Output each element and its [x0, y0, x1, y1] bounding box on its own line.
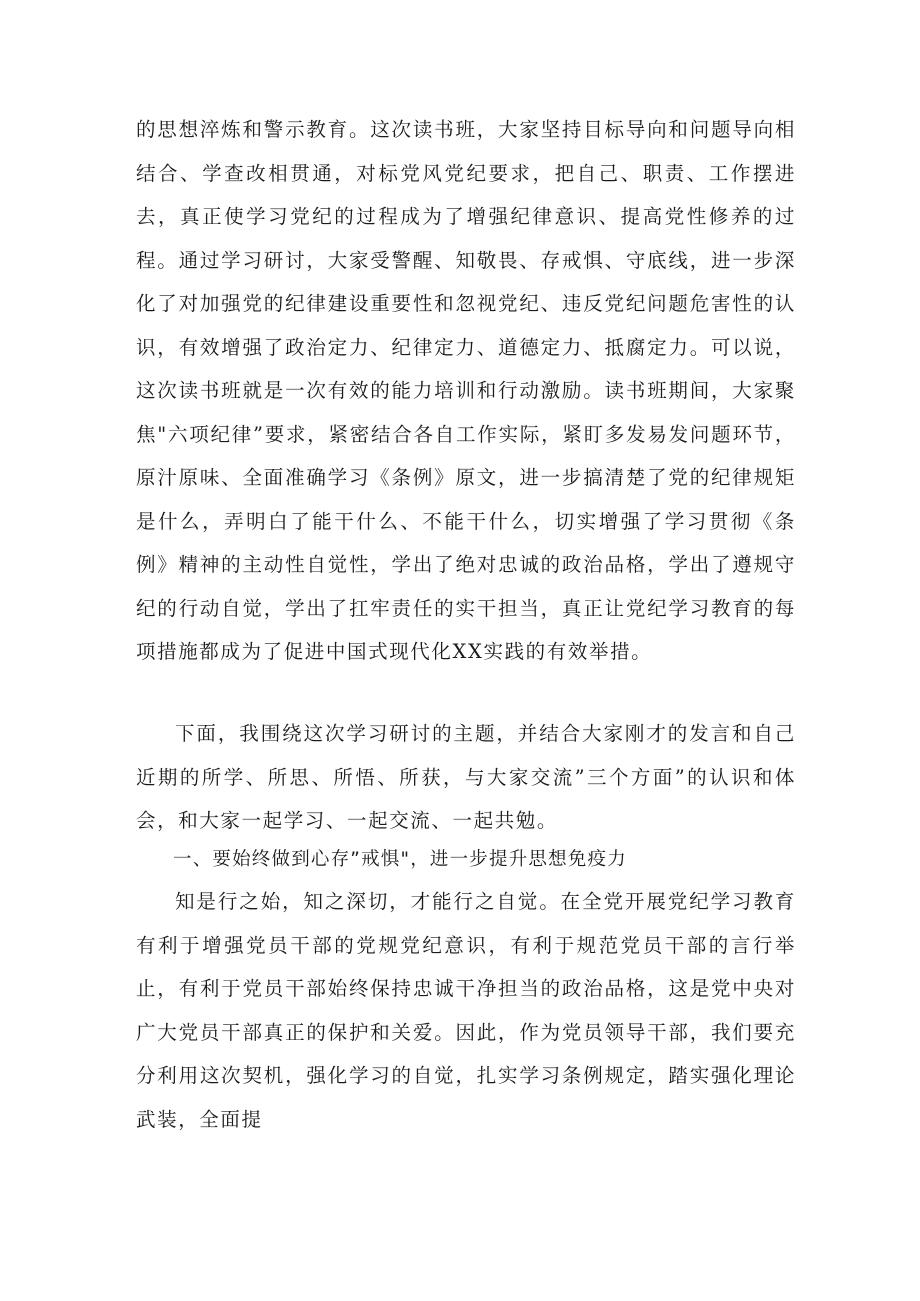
body-paragraph-2	[136, 712, 796, 843]
paragraph-text: 的思想淬炼和警示教育。这次读书班，大家坚持目标导向和问题导向相结合、学查改相贯通，对标党风党纪要求，把自己、职责、工作摆进去，真正使学习党纪的过程成为了增强纪律意识、提高党性修养的过程。通过学习研讨，大家受警醒、知敬畏、存戒惧、守底线，进一步深化了对加强党的纪律建设重要性和忽视党纪、违反党纪问题危害性的认识，有效增强了政治定力、纪律定力、道德定力、抵腐定力。可以说，这次读书班就是一次有效的能力培训和行动激励。读书班期间，大家聚焦"六项纪律”要求，紧密结合各自工作实际，紧盯多发易发问题环节，原汁原味、全面准确学习《条例》原文，进一步搞清楚了党的纪律规矩是什么，弄明白了能干什么、不能干什么，切实增强了学习贯彻《条例》精神的主动性自觉性，学出了绝对忠诚的政治品格，学出了遵规守纪的行动自觉，学出了扛牢责任的实干担当，真正让党纪学习教育的每项措施都成为了促进中国式现代化XX实践的有效举措。	[136, 118, 796, 663]
paragraph-text: 下面，我围绕这次学习研讨的主题，并结合大家刚才的发言和自己近期的所学、所思、所悟、所获，与大家交流”三个方面”的认识和体会，和大家一起学习、一起交流、一起共勉。	[136, 722, 796, 832]
heading-text: 一、要始终做到心存”戒惧"，进一步提升思想免疫力	[173, 849, 627, 870]
section-heading	[136, 838, 796, 882]
body-paragraph-3	[136, 880, 796, 1141]
body-paragraph-1	[136, 108, 796, 674]
paragraph-text: 知是行之始，知之深切，才能行之自觉。在全党开展党纪学习教育有利于增强党员干部的党规党纪意识，有利于规范党员干部的言行举止，有利于党员干部始终保持忠诚干净担当的政治品格，这是党中央对广大党员干部真正的保护和关爱。因此，作为党员领导干部，我们要充分利用这次契机，强化学习的自觉，扎实学习条例规定，踏实强化理论武装，全面提	[136, 890, 796, 1131]
